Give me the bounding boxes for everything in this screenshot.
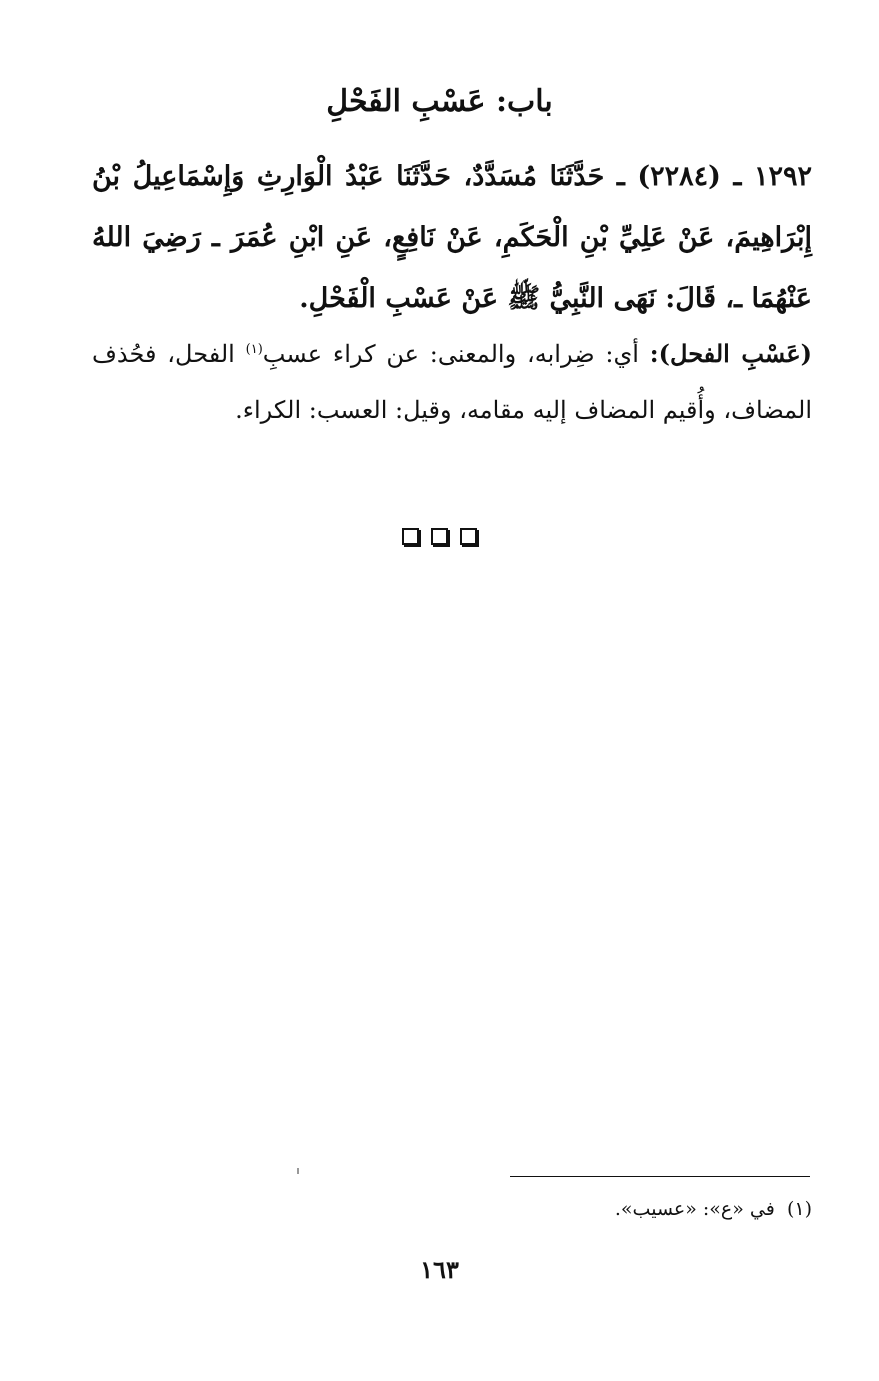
commentary-term: (عَسْبِ الفحل):	[649, 339, 813, 368]
commentary-text-part2: الفحل، فحُذف المضاف، وأُقيم المضاف إليه مقامه، وقيل: العسب: الكراء.	[92, 340, 812, 424]
separator-square-icon	[460, 528, 477, 545]
footnote	[92, 1192, 812, 1226]
separator-square-icon	[402, 528, 419, 545]
commentary	[92, 326, 812, 438]
page-number: ١٦٣	[420, 1255, 459, 1284]
chapter-title: باب: عَسْبِ الفَحْلِ	[326, 84, 553, 119]
footnote-reference: (١)	[245, 342, 263, 357]
footnote-divider	[510, 1176, 810, 1177]
footnote-text: في «ع»: «عسيب».	[614, 1198, 775, 1220]
separator-square-icon	[431, 528, 448, 545]
footnote-marker: (١)	[786, 1198, 812, 1220]
hadith-text: ١٢٩٢ ـ (٢٢٨٤) ـ حَدَّثَنَا مُسَدَّدٌ، حَدَّثَنَا عَبْدُ الْوَارِثِ وَإِسْمَاعِيلُ بْنُ إِبْرَاهِيمَ، عَنْ عَلِيِّ بْنِ الْحَكَمِ، عَنْ نَافِعٍ، عَنِ ابْنِ عُمَرَ ـ رَضِيَ اللهُ عَنْهُمَا ـ، قَالَ: نَهَى النَّبِيُّ ﷺ عَنْ عَسْبِ الْفَحْلِ.	[92, 161, 812, 314]
commentary-text-part1: أي: ضِرابه، والمعنى: عن كراء عسبِ	[262, 340, 650, 368]
scan-speck	[297, 1168, 299, 1174]
section-separator	[0, 528, 879, 545]
